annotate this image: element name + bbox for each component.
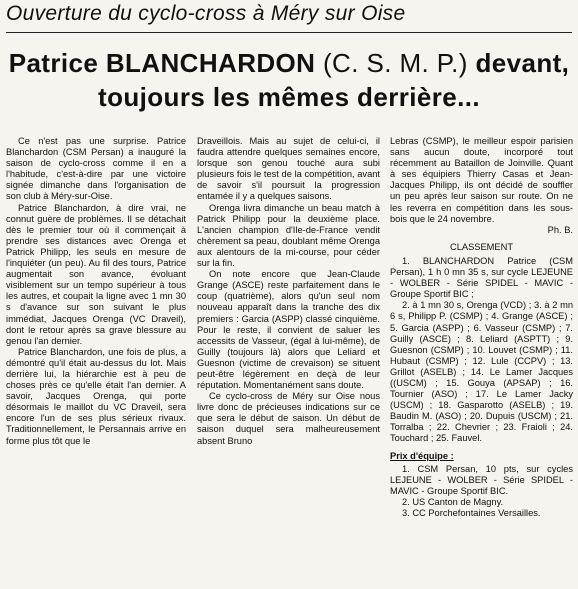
prix-entry: 3. CC Porchefontaines Versailles.	[402, 508, 541, 518]
headline-club: (C. S. M. P.)	[322, 48, 468, 78]
column-1	[6, 136, 186, 447]
paragraph: Draveillois. Mais au sujet de celui-ci, il faudra attendre quelques semaines encore, lorsque son genou touché aura subi plusieurs fois le test de la compétition, avant de savoir s'il poursuit la progression entamée il y a quelques saisons.	[197, 136, 380, 202]
paragraph: Ce n'est pas une surprise. Patrice Blanchardon (CSM Persan) a inauguré la saison de cyclo-cross comme il en a l'habitude, c'est-à-dire par une victoire signée dimanche dans l'organisation de son club à Méry-sur-Oise.	[6, 136, 186, 202]
paragraph: Patrice Blanchardon, à dire vrai, ne connut guère de problèmes. Il se détachait dès le premier tour où il commençait à prendre ses distances avec Orenga et Patrick Philipp, les seuls en mesure de l'inquiéter (un peu). Au fil des tours, Patrice augmentait son avance, évoluant visiblement sur un tempo supérieur à tous les autres, et coupait la ligne avec 1 mn 30 s d'avance sur son suivant le plus immédiat, Jacques Orenga (VC Draveil), dont le retour après sa grave blessure au genou l'an dernier.	[6, 202, 186, 346]
prix-entry: 1. CSM Persan, 10 pts, sur cycles LEJEUNE - WOLBER - Série SPIDEL - MAVIC - Groupe Sportif BIC.	[390, 463, 573, 496]
prix-equipe-list	[390, 464, 573, 519]
headline-line-2: toujours les mêmes derrière...	[98, 82, 480, 112]
paragraph: Ce cyclo-cross de Méry sur Oise nous livre donc de précieuses indications sur ce que sera le début de saison. Un début de saison duquel sera malheureusement absent Bruno	[197, 391, 380, 446]
kicker-text: Ouverture du cyclo-cross à Méry sur Oise	[6, 2, 406, 25]
classement-title: CLASSEMENT	[449, 241, 514, 252]
column-2	[197, 136, 380, 447]
paragraph: Orenga livra dimanche un beau match à Patrick Philipp pour la deuxième place. L'ancien champion d'Ile-de-France vendit chèrement sa peau, doublant même Orenga aux alentours de la mi-course, pour céder sur la fin.	[197, 202, 380, 269]
classement-entry: 1. BLANCHARDON Patrice (CSM Persan), 1 h 0 mn 35 s, sur cycle LEJEUNE - WOLBER - Série SPIDEL - MAVIC - Groupe Sportif BIC ;	[390, 255, 573, 300]
headline	[6, 46, 572, 114]
headline-devant: devant,	[475, 48, 570, 78]
column-3	[390, 136, 573, 519]
paragraph: On note encore que Jean-Claude Grange (ASCE) reste parfaitement dans le coup (quatrième), alors qu'un seul nom nouveau apparaît dans la tranche des dix premiers : Garcia (ASPP) classé cinquième. Pour le reste, il convient de saluer les accessits de Vasseur, (égal à lui-même), de Guilly (toujours là) alors que Leliard et Guesnon (victime de crevaison) se situent peut-être légèrement en deçà de leur réputation. Momentanément sans doute.	[197, 269, 380, 391]
headline-line-1	[6, 46, 572, 80]
paragraph: Patrice Blanchardon, une fois de plus, a démontré qu'il était au-dessus du lot. Mais derrière lui, la hiérarchie est à peu de choses près ce qu'elle était l'an dernier. A savoir, Jacques Orenga, qui porte désormais le maillot du VC Draveil, sera encore l'un de ses plus sérieux rivaux. Traditionnellement, le Persannais arrive en forme plus tôt que le	[6, 346, 186, 446]
classement-list	[390, 256, 573, 445]
kicker-banner	[6, 2, 572, 33]
author-signature: Ph. B.	[547, 224, 573, 235]
classement-entry: 2. à 1 mn 30 s, Orenga (VCD) ; 3. à 2 mn 6 s, Philipp P. (CSMP) ; 4. Grange (ASCE) ; 5. Garcia (ASPP) ; 6. Vasseur (CSMP) ; 7. Guilly (ASCE) ; 8. Leliard (ASPTT) ; 9. Guesnon (CSMP) ; 10. Louvet (CSMP) ; 11. Hubaut (CSMP) ; 12. Lule (CCPV) ; 13. Grillot (ASELB) ; 14. Le Lamer Jacques ((USCM) ; 15. Gouya (APSAP) ; 16. Tournier (ASO) ; 17. Le Lamer Jacky (USCM) ; 18. Gasparotto (ASELB) ; 19. Baudin M. (ASO) ; 20. Dupuis (USCM) ; 21. Torralba ; 22. Chevrier ; 23. Fraioli ; 24. Touchard ; 25. Fauvel.	[390, 300, 573, 444]
prix-equipe-title: Prix d'équipe :	[390, 450, 454, 461]
headline-name: Patrice BLANCHARDON	[8, 48, 316, 78]
prix-entry: 2. US Canton de Magny.	[402, 496, 504, 507]
paragraph: Lebras (CSMP), le meilleur espoir parisien sans aucun doute, incorporé tout récemment au Bataillon de Joinville. Quant à ses équipiers Thierry Casas et Jean-Jacques Philipp, ils ont décidé de souffler un peu après leur saison sur route. On ne les reverra en compétition dans les sous-bois que le 24 novembre.	[390, 136, 573, 224]
